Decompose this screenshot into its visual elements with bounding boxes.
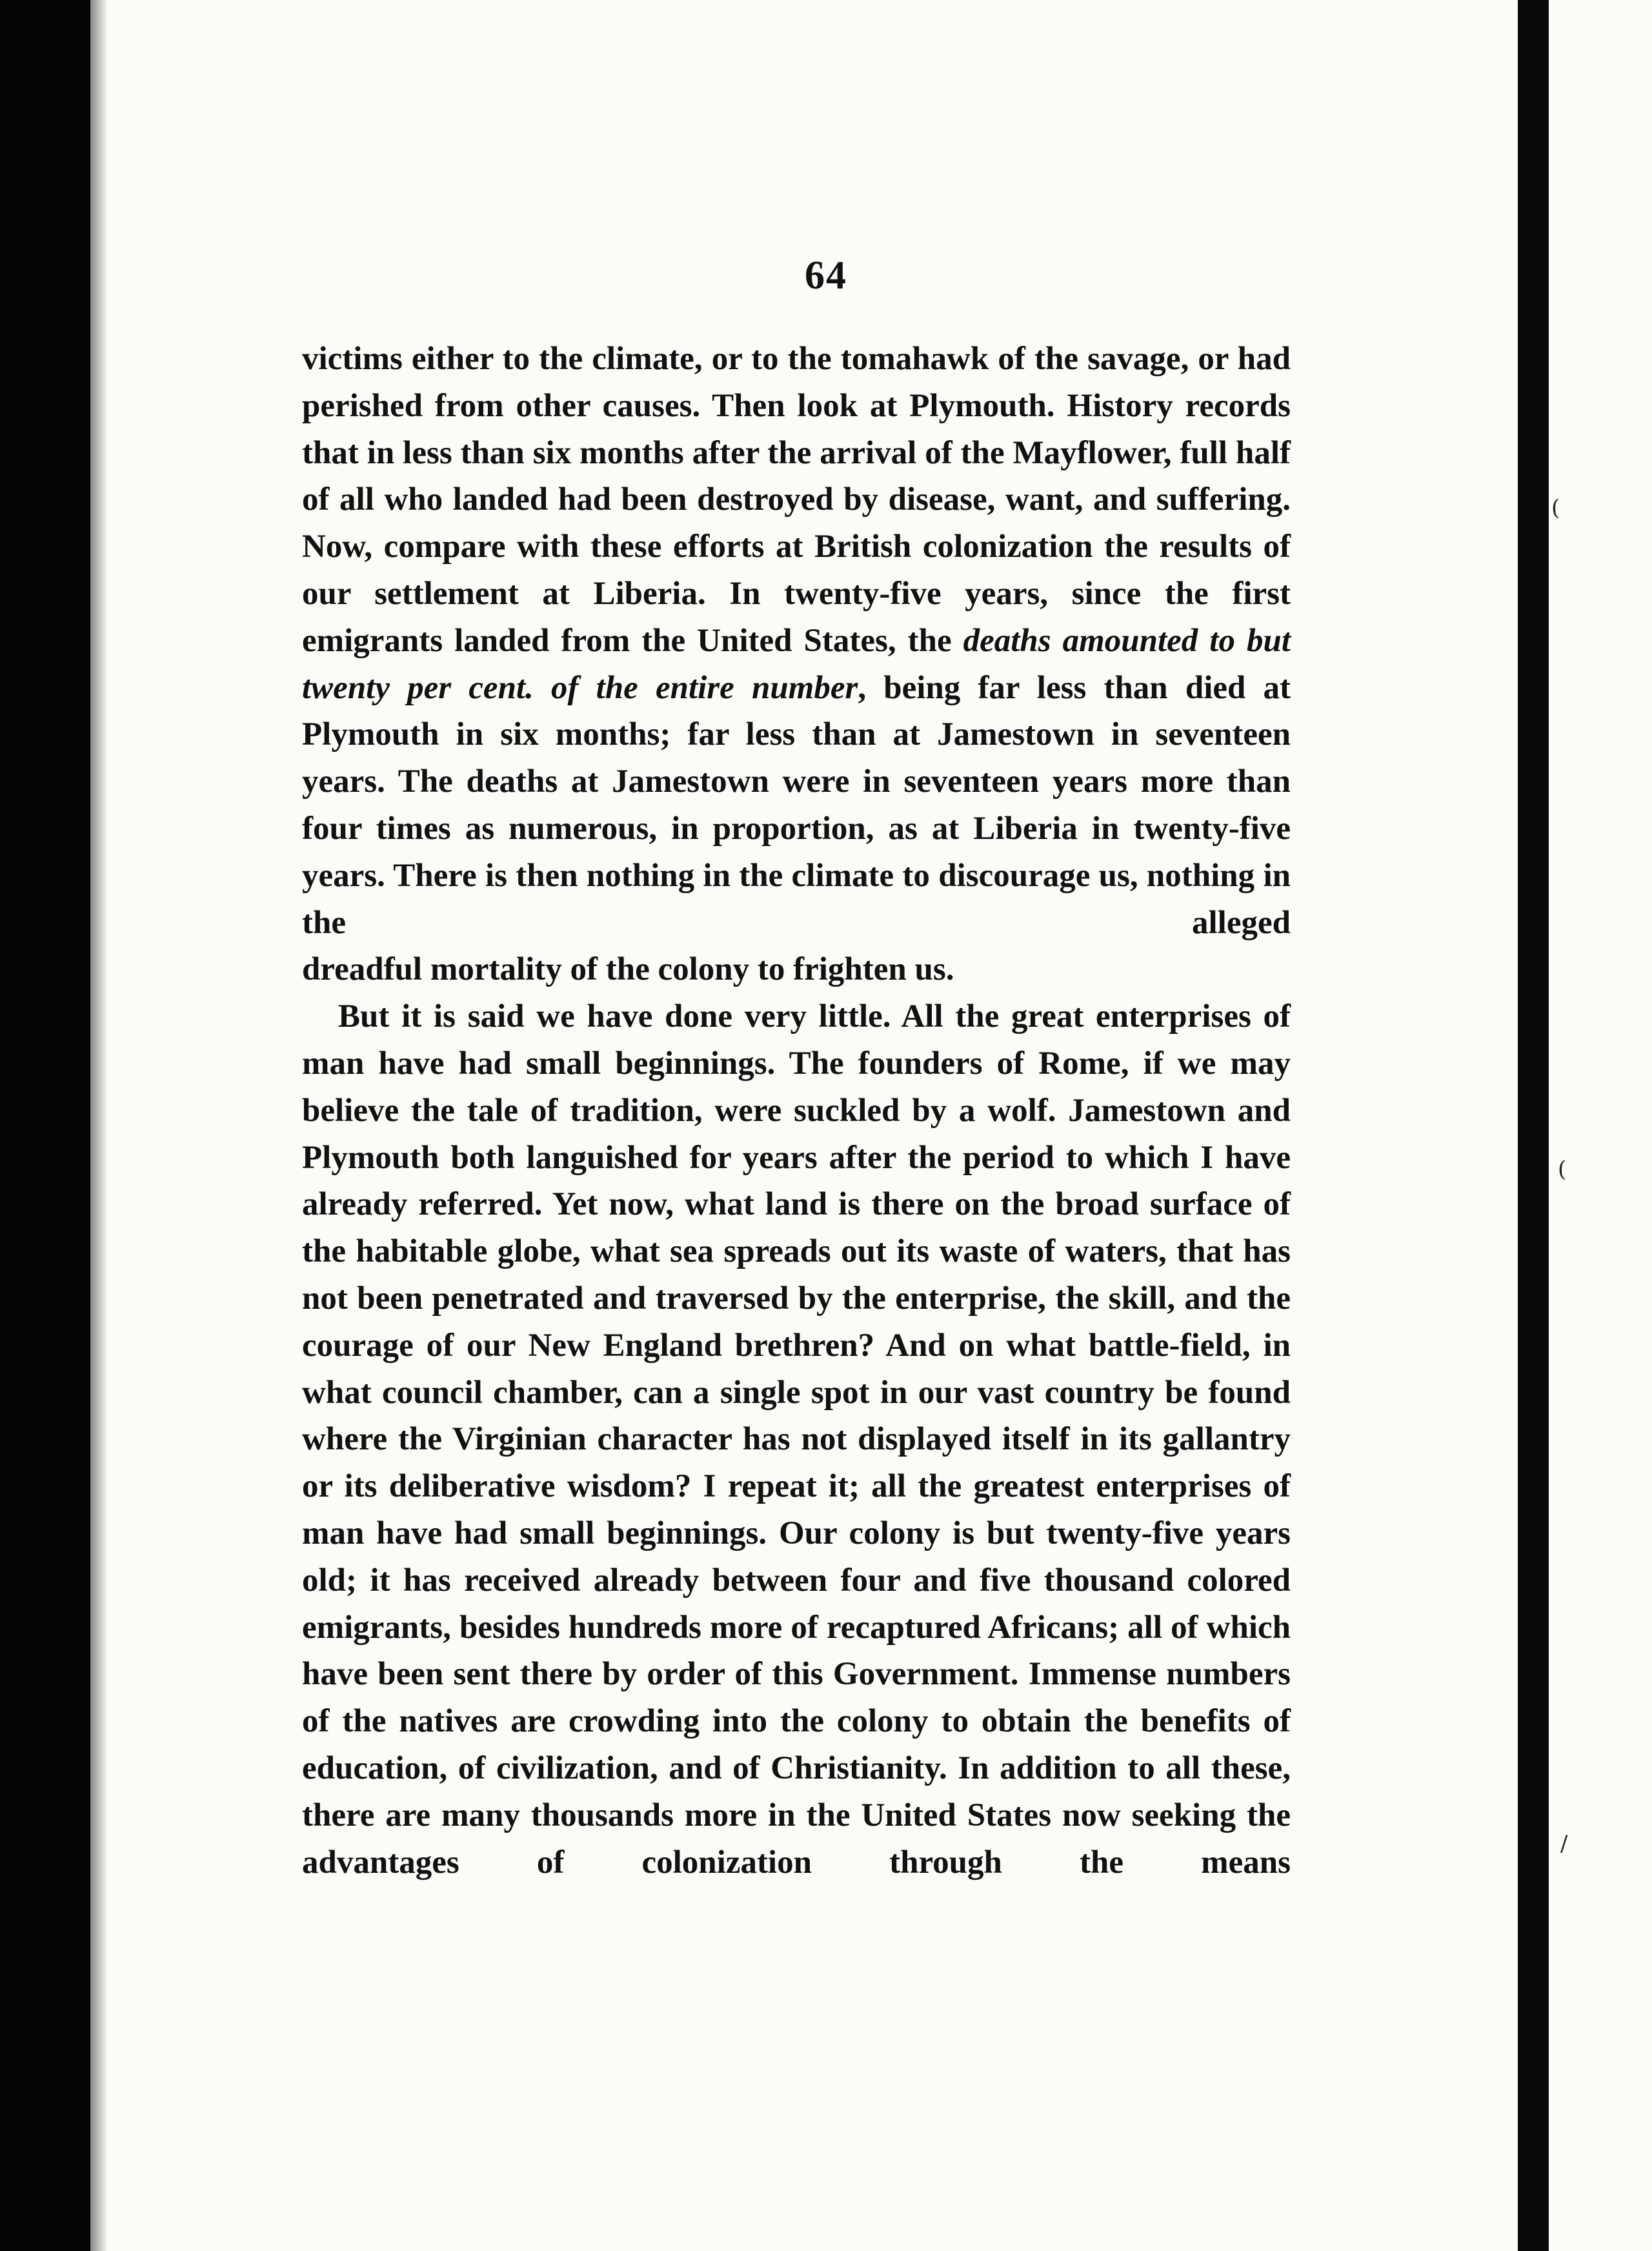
paragraph-1 [302, 336, 1291, 993]
paragraph-2: But it is said we have done very little. All the great enterprises of man have had small beginnings. The founders of Rome, if we may believe the tale of tradition, were suckled by a wolf. Jamestown and Plymouth both languished for years after the period to which I have already referred. Yet now, what land is there on the broad surface of the habitable globe, what sea spreads out its waste of waters, that has not been penetrated and traversed by the enterprise, the skill, and the courage of our New England brethren? And on what battle-field, in what council chamber, can a single spot in our vast country be found where the Virginian character has not displayed itself in its gallantry or its deliberative wisdom? I repeat it; all the greatest enterprises of man have had small beginnings. Our colony is but twenty-five years old; it has received already between four and five thousand colored emigrants, besides hundreds more of recaptured Africans; all of which have been sent there by order of this Government. Immense numbers of the natives are crowding into the colony to obtain the benefits of education, of civilization, and of Christianity. In addition to all these, there are many thousands more in the United States now seeking the advantages of colonization through the means [302, 998, 1291, 1881]
page-number: 64 [805, 254, 847, 298]
scan-speck: ( [1558, 1156, 1567, 1182]
binding-strip [1518, 0, 1549, 2251]
scan-speck: / [1560, 1831, 1568, 1857]
scan-speck: ( [1551, 495, 1560, 521]
paragraph-1-italic: deaths amounted to but twenty per cent. of the entire number [302, 622, 1291, 706]
body-text [302, 336, 1291, 1886]
scan-right-margin [1549, 0, 1652, 2251]
paragraph-1-last-line: dreadful mortality of the colony to frighten us. [302, 951, 954, 988]
scan-left-edge [0, 0, 90, 2251]
paragraph-1-text-b: , being far less than died at Plymouth in six months; far less than at Jamestown in seventeen years. The deaths at Jamestown were in seventeen years more than four times as numerous, in proportion, as at Liberia in twenty-five years. There is then nothing in the climate to discourage us, nothing in the alleged [302, 669, 1291, 941]
page-gutter-shadow [90, 0, 107, 2251]
paragraph-1-text-a: victims either to the climate, or to the tomahawk of the savage, or had perished from other causes. Then look at Plymouth. History records that in less than six months after the arrival of the Mayflower, full half of all who landed had been destroyed by disease, want, and suffering. Now, compare with these efforts at British colonization the results of our settlement at Liberia. In twenty-five years, since the first emigrants landed from the United States, the [302, 341, 1291, 659]
